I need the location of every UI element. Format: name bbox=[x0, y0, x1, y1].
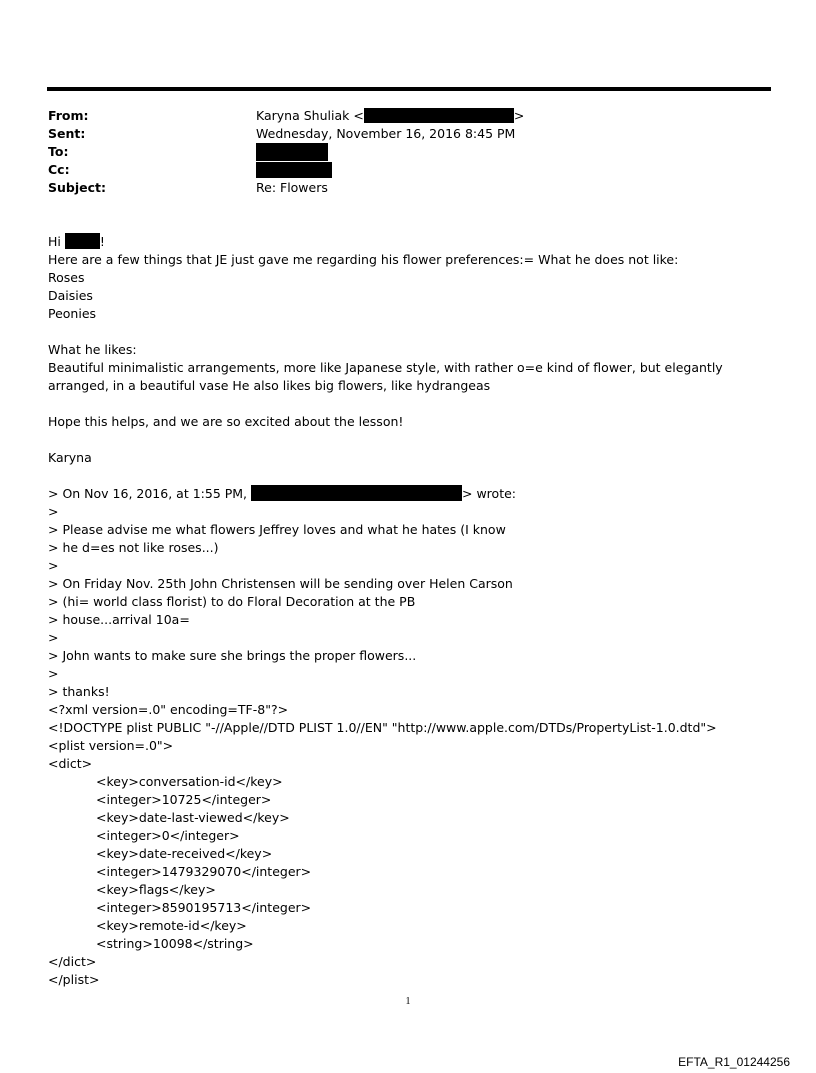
quoted-intro bbox=[48, 485, 770, 503]
quoted-line: > he d=es not like roses...) bbox=[48, 540, 219, 555]
subject-label: Subject: bbox=[48, 180, 106, 195]
quoted-line: > house...arrival 10a= bbox=[48, 612, 190, 627]
to-label: To: bbox=[48, 144, 69, 159]
cc-row bbox=[48, 161, 770, 179]
email-body bbox=[48, 233, 770, 989]
from-name: Karyna Shuliak < bbox=[256, 108, 364, 123]
quoted-line: > bbox=[48, 504, 59, 519]
sent-label: Sent: bbox=[48, 126, 86, 141]
to-value bbox=[256, 143, 328, 162]
page-number: 1 bbox=[405, 996, 411, 1007]
quoted-intro-suffix: > wrote: bbox=[462, 486, 517, 501]
blank-line bbox=[48, 395, 770, 413]
quoted-intro-prefix: > On Nov 16, 2016, at 1:55 PM, bbox=[48, 486, 252, 501]
dislike-item: Peonies bbox=[48, 306, 97, 321]
blank-line bbox=[48, 467, 770, 485]
plist-entry: <key>date-last-viewed</key> bbox=[96, 810, 290, 825]
dislike-item: Daisies bbox=[48, 288, 93, 303]
sent-value: Wednesday, November 16, 2016 8:45 PM bbox=[256, 126, 516, 141]
plist-entry: <integer>8590195713</integer> bbox=[96, 900, 312, 915]
quoted-line: > On Friday Nov. 25th John Christensen will be sending over Helen Carson bbox=[48, 576, 513, 591]
plist-doctype: <!DOCTYPE plist PUBLIC "-//Apple//DTD PLIST 1.0//EN" "http://www.apple.com/DTDs/PropertyList-1.0.dtd"> bbox=[48, 720, 717, 735]
plist-entry: <string>10098</string> bbox=[96, 936, 254, 951]
document-id: EFTA_R1_01244256 bbox=[678, 1055, 790, 1069]
plist-xml-declaration: <?xml version=.0" encoding=TF-8"?> bbox=[48, 702, 289, 717]
plist-open: <plist version=.0"> bbox=[48, 738, 174, 753]
intro-line: Here are a few things that JE just gave me regarding his flower preferences:= What he does not like: bbox=[48, 252, 679, 267]
redaction-cc bbox=[256, 162, 332, 178]
plist-entry: <integer>0</integer> bbox=[96, 828, 240, 843]
sent-row bbox=[48, 125, 770, 143]
plist-entry: <key>date-received</key> bbox=[96, 846, 273, 861]
quoted-line: > John wants to make sure she brings the proper flowers... bbox=[48, 648, 417, 663]
blank-line bbox=[48, 431, 770, 449]
plist-close: </plist> bbox=[48, 972, 100, 987]
plist-dict-close: </dict> bbox=[48, 954, 97, 969]
dislike-item: Roses bbox=[48, 270, 85, 285]
email-header bbox=[48, 107, 770, 197]
from-value bbox=[256, 107, 524, 125]
subject-value: Re: Flowers bbox=[256, 180, 328, 195]
redaction-from-email bbox=[364, 108, 514, 123]
plist-entry: <key>flags</key> bbox=[96, 882, 216, 897]
quoted-line: > bbox=[48, 630, 59, 645]
closing-line: Hope this helps, and we are so excited about the lesson! bbox=[48, 414, 404, 429]
plist-entry: <key>conversation-id</key> bbox=[96, 774, 283, 789]
signature: Karyna bbox=[48, 450, 92, 465]
plist-entry: <integer>10725</integer> bbox=[96, 792, 272, 807]
to-row bbox=[48, 143, 770, 161]
greeting-exclamation: ! bbox=[99, 234, 105, 249]
quoted-line: > (hi= world class florist) to do Floral Decoration at the PB bbox=[48, 594, 416, 609]
quoted-line: > bbox=[48, 666, 59, 681]
greeting-hi: Hi bbox=[48, 234, 65, 249]
redaction-greeting-name bbox=[65, 233, 100, 249]
from-close: > bbox=[513, 108, 525, 123]
from-row bbox=[48, 107, 770, 125]
redaction-to bbox=[256, 143, 328, 161]
blank-line bbox=[48, 323, 770, 341]
plist-entry: <key>remote-id</key> bbox=[96, 918, 247, 933]
quoted-line: > thanks! bbox=[48, 684, 110, 699]
subject-row bbox=[48, 179, 770, 197]
likes-text: Beautiful minimalistic arrangements, more like Japanese style, with rather o=e kind of flower, but elegantly arranged, in a beautiful vase He also likes big flowers, like hydrangeas bbox=[48, 360, 723, 393]
from-label: From: bbox=[48, 108, 89, 123]
cc-label: Cc: bbox=[48, 162, 70, 177]
redaction-quoted-sender bbox=[251, 485, 462, 501]
plist-entry: <integer>1479329070</integer> bbox=[96, 864, 312, 879]
quoted-line: > bbox=[48, 558, 59, 573]
quoted-line: > Please advise me what flowers Jeffrey loves and what he hates (I know bbox=[48, 522, 506, 537]
cc-value bbox=[256, 161, 332, 179]
plist-dict-open: <dict> bbox=[48, 756, 93, 771]
likes-heading: What he likes: bbox=[48, 342, 137, 357]
header-rule bbox=[47, 87, 771, 91]
greeting-line bbox=[48, 233, 770, 251]
